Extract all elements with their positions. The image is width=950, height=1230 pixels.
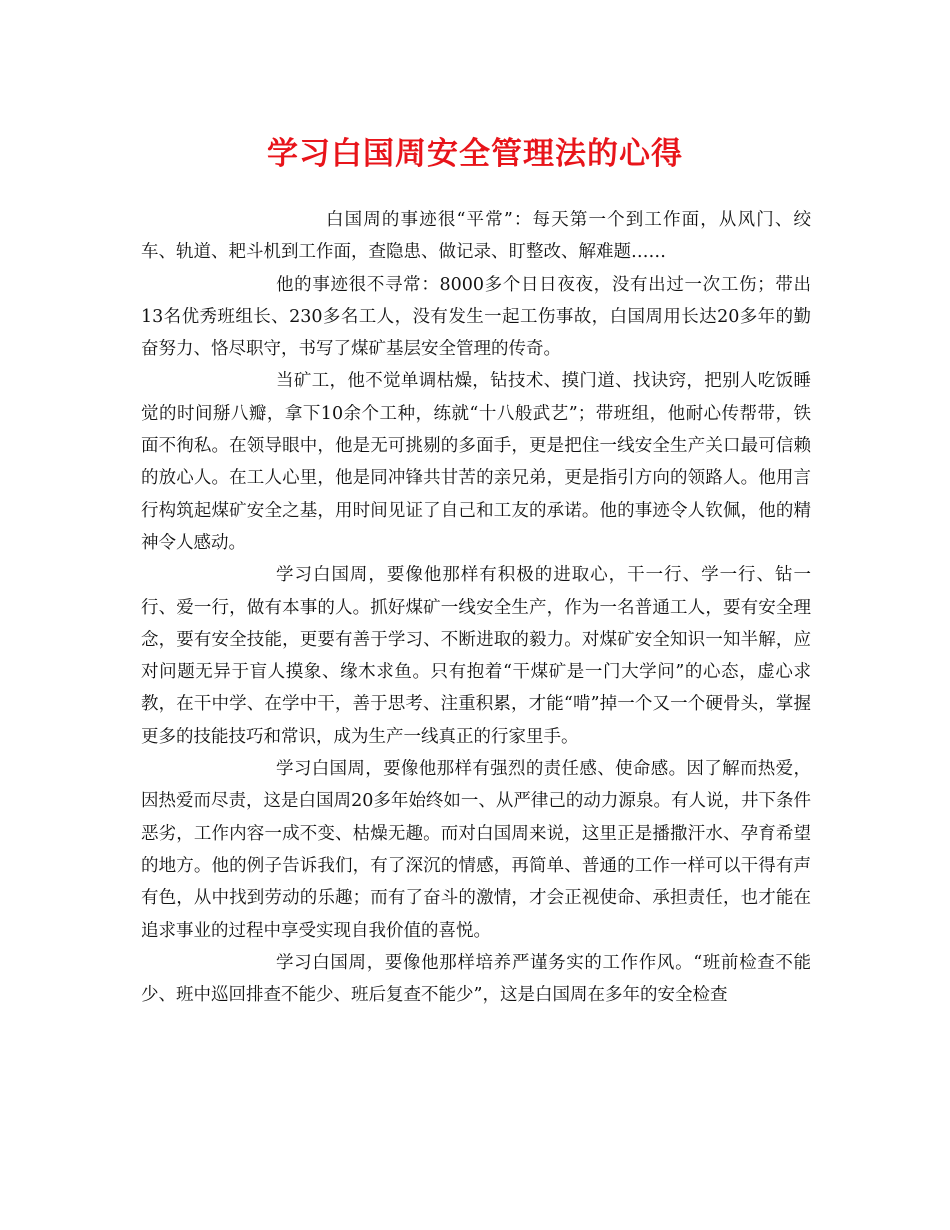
paragraph-3: 当矿工，他不觉单调枯燥，钻技术、摸门道、找诀窍，把别人吃饭睡觉的时间掰八瓣，拿下10余个工种，练就“十八般武艺”；带班组，他耐心传帮带，铁面不徇私。在领导眼中，他是无可挑剔的多面手，更是把住一线安全生产关口最可信赖的放心人。在工人心里，他是同冲锋共甘苦的亲兄弟，更是指引方向的领路人。他用言行构筑起煤矿安全之基，用时间见证了自己和工友的承诺。他的事迹令人钦佩，他的精神令人感动。 — [141, 371, 811, 553]
paragraph-2: 他的事迹很不寻常：8000多个日日夜夜，没有出过一次工伤；带出13名优秀班组长、230多名工人，没有发生一起工伤事故，白国周用长达20多年的勤奋努力、恪尽职守，书写了煤矿基层安全管理的传奇。 — [141, 274, 811, 360]
page-title: 学习白国周安全管理法的心得 — [267, 136, 683, 172]
paragraph-4: 学习白国周，要像他那样有积极的进取心，干一行、学一行、钻一行、爱一行，做有本事的人。抓好煤矿一线安全生产，作为一名普通工人，要有安全理念，要有安全技能，更要有善于学习、不断进取的毅力。对煤矿安全知识一知半解，应对问题无异于盲人摸象、缘木求鱼。只有抱着“干煤矿是一门大学问”的心态，虚心求教，在干中学、在学中干，善于思考、注重积累，才能“啃”掉一个又一个硬骨头，掌握更多的技能技巧和常识，成为生产一线真正的行家里手。 — [141, 565, 811, 747]
paragraph-5: 学习白国周，要像他那样有强烈的责任感、使命感。因了解而热爱，因热爱而尽责，这是白国周20多年始终如一、从严律己的动力源泉。有人说，井下条件恶劣，工作内容一成不变、枯燥无趣。而对白国周来说，这里正是播撒汗水、孕育希望的地方。他的例子告诉我们，有了深沉的情感，再简单、普通的工作一样可以干得有声有色，从中找到劳动的乐趣；而有了奋斗的激情，才会正视使命、承担责任，也才能在追求事业的过程中享受实现自我价值的喜悦。 — [141, 759, 811, 941]
paragraph-1: 白国周的事迹很“平常”：每天第一个到工作面，从风门、绞车、轨道、耙斗机到工作面，查隐患、做记录、盯整改、解难题…… — [141, 210, 811, 263]
document-body — [141, 204, 811, 1011]
paragraph-6: 学习白国周，要像他那样培养严谨务实的工作作风。“班前检查不能少、班中巡回排查不能少、班后复查不能少”，这是白国周在多年的安全检查 — [141, 952, 811, 1006]
